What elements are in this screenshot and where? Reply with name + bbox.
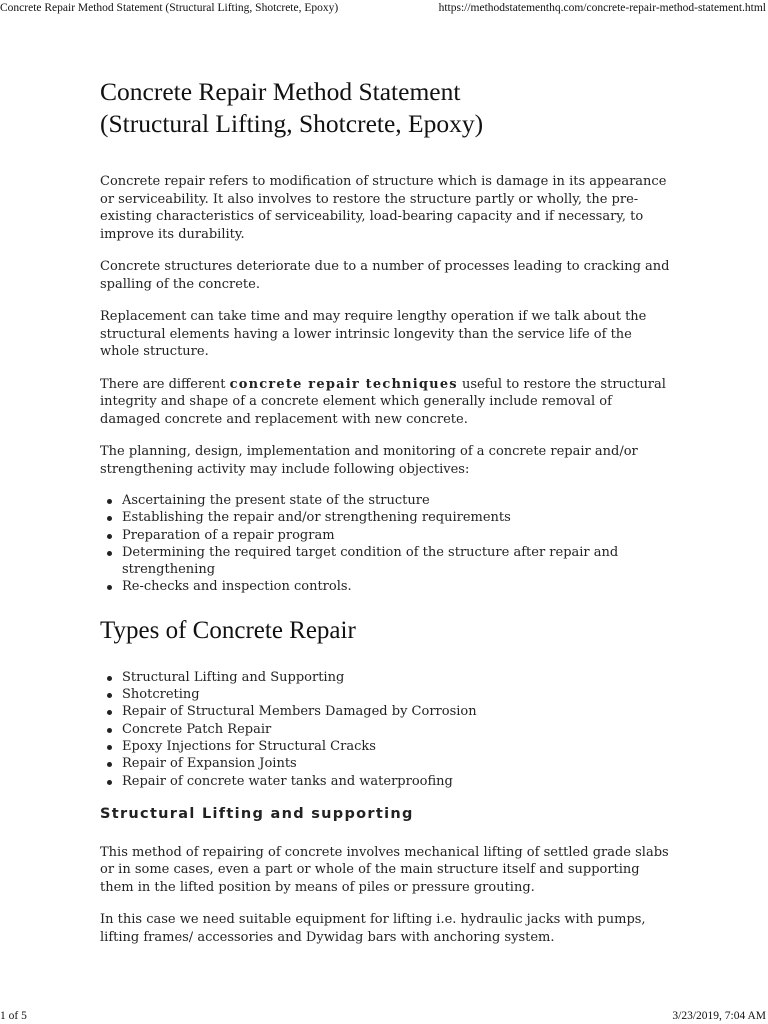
- page-title-line-1: Concrete Repair Method Statement: [100, 77, 461, 106]
- lifting-heading: Structural Lifting and supporting: [100, 805, 414, 822]
- list-item: Shotcreting: [122, 686, 670, 703]
- page-counter: 1 of 5: [0, 1010, 27, 1022]
- techniques-text-before: There are different: [100, 376, 230, 392]
- print-header-url[interactable]: https://methodstatementhq.com/concrete-repair-method-statement.html: [438, 2, 766, 14]
- repair-types-list: [100, 669, 670, 790]
- list-item: Concrete Patch Repair: [122, 721, 670, 738]
- list-item: Determining the required target condition of the structure after repair and strengthening: [122, 544, 670, 579]
- objectives-list: [100, 492, 670, 596]
- print-header-title: Concrete Repair Method Statement (Structural Lifting, Shotcrete, Epoxy): [0, 2, 339, 14]
- lifting-paragraph-2: In this case we need suitable equipment for lifting i.e. hydraulic jacks with pumps, lifting frames/ accessories and Dywidag bars with anchoring system.: [100, 912, 646, 945]
- lifting-paragraph-1: This method of repairing of concrete involves mechanical lifting of settled grade slabs or in some cases, even a part or whole of the main structure itself and supporting them in the lifted position by means of piles or pressure grouting.: [100, 844, 669, 895]
- objectives-intro-paragraph: The planning, design, implementation and monitoring of a concrete repair and/or strengthening activity may include following objectives:: [100, 444, 638, 477]
- techniques-link[interactable]: concrete repair techniques: [229, 376, 458, 392]
- page-title-line-2: (Structural Lifting, Shotcrete, Epoxy): [100, 109, 484, 138]
- techniques-paragraph: [100, 376, 670, 429]
- list-item: Repair of Structural Members Damaged by Corrosion: [122, 703, 670, 720]
- list-item: Preparation of a repair program: [122, 527, 670, 544]
- types-heading: Types of Concrete Repair: [100, 616, 356, 644]
- replacement-paragraph: Replacement can take time and may require lengthy operation if we talk about the structural elements having a lower intrinsic longevity than the service life of the whole structure.: [100, 309, 647, 359]
- list-item: Ascertaining the present state of the structure: [122, 492, 670, 509]
- list-item: Repair of Expansion Joints: [122, 755, 670, 772]
- list-item: Epoxy Injections for Structural Cracks: [122, 738, 670, 755]
- intro-paragraph: Concrete repair refers to modification of structure which is damage in its appearance or serviceability. It also involves to restore the structure partly or wholly, the pre-existing characteristics of serviceability, load-bearing capacity and if necessary, to improve its durability.: [100, 174, 667, 242]
- deterioration-paragraph: Concrete structures deteriorate due to a number of processes leading to cracking and spalling of the concrete.: [100, 259, 670, 292]
- article: [100, 76, 670, 961]
- list-item: Re-checks and inspection controls.: [122, 578, 670, 595]
- list-item: Establishing the repair and/or strengthening requirements: [122, 509, 670, 526]
- print-footer: [0, 1008, 768, 1024]
- techniques-text-after: useful to restore the structural integrity and shape of a concrete element which generally include removal of damaged concrete and replacement with new concrete.: [100, 376, 666, 427]
- page-title: [100, 76, 670, 140]
- list-item: Repair of concrete water tanks and waterproofing: [122, 773, 670, 790]
- print-header: [0, 0, 768, 18]
- print-timestamp: 3/23/2019, 7:04 AM: [672, 1010, 766, 1022]
- list-item: Structural Lifting and Supporting: [122, 669, 670, 686]
